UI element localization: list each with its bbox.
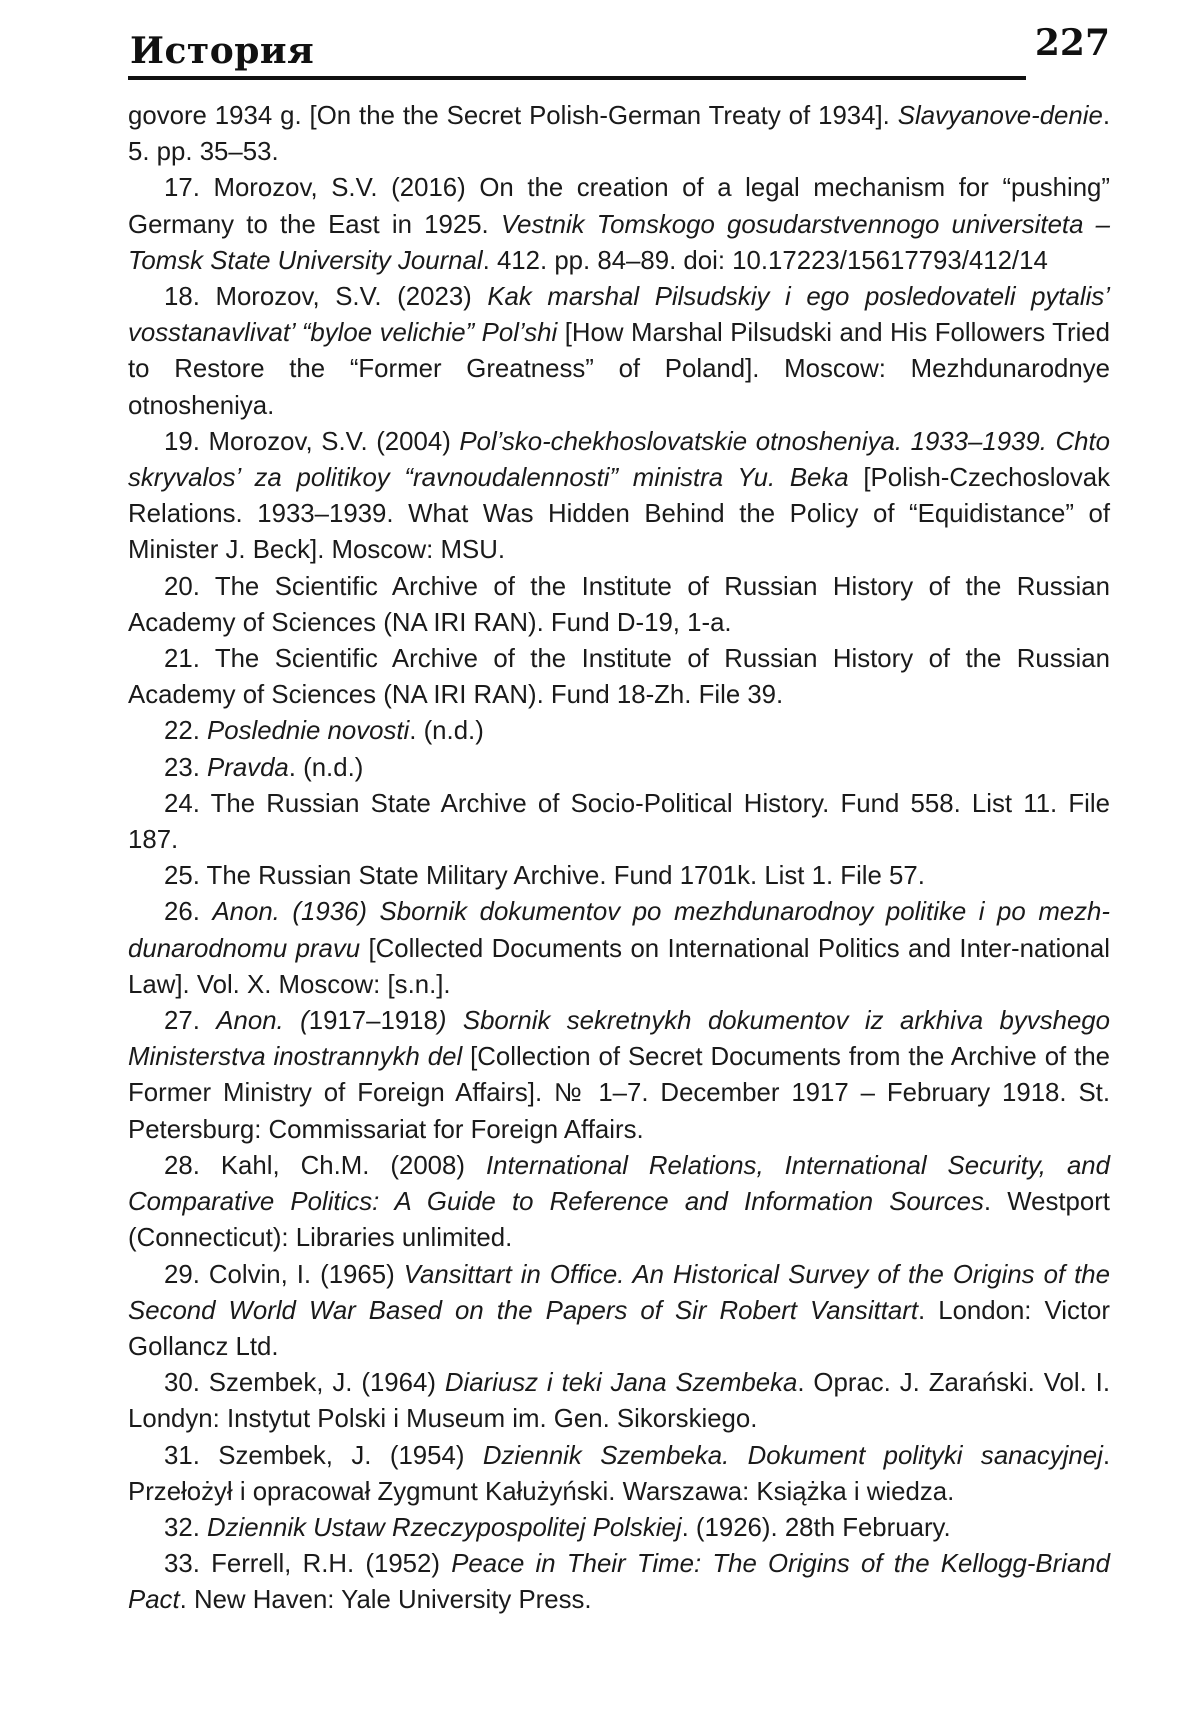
reference-text: . (n.d.)	[409, 717, 484, 746]
reference-text: 30. Szembek, J. (1964)	[164, 1369, 445, 1398]
reference-entry	[128, 1365, 1110, 1437]
reference-text: 1917–1918	[308, 1007, 438, 1036]
reference-text: [Collection of Secret Documents from the Archive of the Former Ministry of Foreign Affairs]. № 1–7. December 1917 – February 1918. St. Petersburg: Commissariat for Foreign Affairs.	[128, 1043, 1111, 1144]
reference-entry	[128, 569, 1110, 641]
reference-text: 20. The Scientific Archive of the Institute of Russian History of the Russian Academy of Sciences (NA IRI RAN). Fund D-19, 1-a.	[128, 572, 1110, 637]
reference-entry	[128, 750, 1110, 786]
reference-text: . (1926). 28th February.	[681, 1513, 951, 1542]
reference-title-italic: Pol’sko-chekhoslovatskie otnosheniya. 1933–1939. Chto skryvalos’ za politikoy “ravnoudalennosti” ministra Yu. Beka	[128, 427, 1110, 493]
reference-text: 31. Szembek, J. (1954)	[164, 1441, 483, 1470]
reference-title-italic: International Relations, International Security, and Comparative Politics: A Guide to Reference and Information Sources	[128, 1151, 1110, 1217]
reference-entry	[128, 1510, 1110, 1546]
reference-title-italic: Peace in Their Time: The Origins of the Kellogg-Briand Pact	[128, 1550, 1110, 1615]
reference-text: . 412. pp. 84–89. doi: 10.17223/15617793/412/14	[482, 246, 1048, 275]
reference-text: 19. Morozov, S.V. (2004)	[164, 427, 460, 456]
reference-text: 23.	[164, 753, 208, 782]
reference-title-italic: Vansittart in Office. An Historical Survey of the Origins of the Second World War Based on the Papers of Sir Robert Vansittart	[128, 1260, 1110, 1325]
reference-entry	[128, 170, 1110, 279]
reference-title-italic: Dziennik Szembeka. Dokument polityki sanacyjnej	[482, 1441, 1103, 1470]
reference-entry	[128, 1148, 1110, 1257]
reference-title-italic: Poslednie novosti	[207, 717, 410, 746]
reference-entry	[128, 279, 1110, 424]
reference-text: 18. Morozov, S.V. (2023)	[164, 283, 488, 312]
reference-entry	[128, 641, 1110, 713]
reference-text: . Przełożył i opracował Zygmunt Kałużyński. Warszawa: Książka i wiedza.	[128, 1441, 1110, 1506]
reference-text: 21. The Scientific Archive of the Institute of Russian History of the Russian Academy of Sciences (NA IRI RAN). Fund 18-Zh. File 39.	[128, 645, 1110, 710]
reference-text: 24. The Russian State Archive of Socio-Political History. Fund 558. List 11. File 187.	[128, 789, 1110, 855]
reference-text: 22.	[164, 717, 208, 746]
page-number: 227	[1034, 22, 1110, 64]
reference-title-italic: Pravda	[207, 753, 289, 782]
reference-list	[128, 98, 1110, 1619]
reference-text: 28. Kahl, Ch.M. (2008)	[164, 1151, 486, 1180]
reference-text: [Collected Documents on International Politics and Inter-national Law]. Vol. X. Moscow: [s.n.].	[128, 934, 1111, 999]
reference-text: . New Haven: Yale University Press.	[179, 1586, 592, 1615]
reference-title-italic: Slavyanove-denie	[897, 102, 1103, 130]
reference-title-italic: Anon. (	[216, 1007, 309, 1036]
reference-title-italic: Diariusz i teki Jana Szembeka	[444, 1369, 798, 1398]
running-head	[128, 22, 1110, 82]
reference-title-italic: Anon. (1936) Sbornik dokumentov po mezhdunarodnoy politike i po mezh-dunarodnomu pravu	[128, 898, 1110, 963]
reference-entry	[128, 894, 1110, 1003]
reference-entry	[128, 713, 1110, 749]
reference-text: 25. The Russian State Military Archive. Fund 1701k. List 1. File 57.	[164, 862, 925, 891]
header-rule	[128, 76, 1026, 80]
reference-entry	[128, 1003, 1110, 1148]
reference-text: 27.	[164, 1007, 217, 1036]
reference-entry	[128, 98, 1110, 170]
reference-text: 32.	[164, 1513, 208, 1542]
reference-entry	[128, 1438, 1110, 1510]
reference-text: . Westport (Connecticut): Libraries unlimited.	[128, 1188, 1110, 1253]
reference-text: . Oprac. J. Zarański. Vol. I. Londyn: Instytut Polski i Museum im. Gen. Sikorskiego.	[128, 1369, 1110, 1434]
reference-entry	[128, 424, 1110, 569]
reference-text: [Polish-Czechoslovak Relations. 1933–1939. What Was Hidden Behind the Policy of “Equidistance” of Minister J. Beck]. Moscow: MSU.	[128, 464, 1110, 565]
reference-title-italic: ) Sbornik sekretnykh dokumentov iz arkhiva byvshego Ministerstva inostrannykh del	[128, 1007, 1110, 1072]
reference-text: 29. Colvin, I. (1965)	[164, 1260, 404, 1289]
reference-text: [How Marshal Pilsudski and His Followers Tried to Restore the “Former Greatness” of Poland]. Moscow: Mezhdunarodnye otnosheniya.	[128, 319, 1110, 420]
reference-entry	[128, 1546, 1110, 1618]
reference-text: . (n.d.)	[288, 753, 364, 782]
reference-text: 26.	[164, 898, 213, 927]
reference-entry	[128, 1257, 1110, 1366]
reference-title-italic: Dziennik Ustaw Rzeczypospolitej Polskiej	[207, 1513, 682, 1542]
reference-text: govore 1934 g. [On the the Secret Polish-German Treaty of 1934].	[128, 102, 898, 130]
reference-entry	[128, 858, 1110, 894]
reference-text: 17. Morozov, S.V. (2016) On the creation of a legal mechanism for “pushing” Germany to the East in 1925.	[128, 174, 1110, 239]
reference-title-italic: Kak marshal Pilsudskiy i ego posledovateli pytalis’ vosstanavlivat’ “byloe velichie” Pol’shi	[128, 283, 1110, 348]
reference-title-italic: Vestnik Tomskogo gosudarstvennogo universiteta – Tomsk State University Journal	[128, 210, 1110, 275]
section-title: История	[130, 30, 315, 72]
reference-text: . 5. pp. 35–53.	[128, 102, 1110, 167]
reference-text: . London: Victor Gollancz Ltd.	[128, 1296, 1110, 1361]
reference-entry	[128, 786, 1110, 858]
reference-text: 33. Ferrell, R.H. (1952)	[164, 1550, 452, 1579]
